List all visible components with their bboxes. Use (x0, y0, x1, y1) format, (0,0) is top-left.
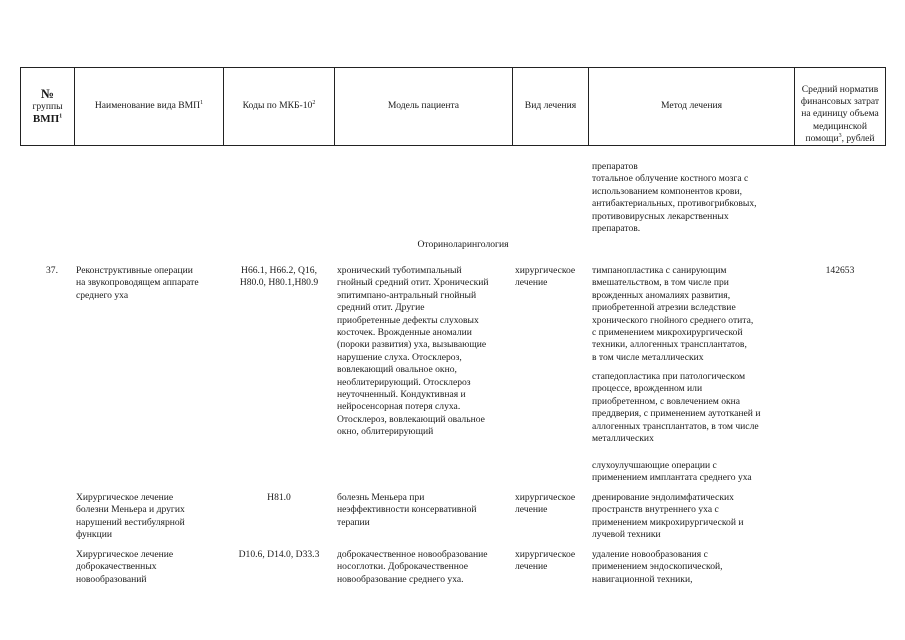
treatment-method: стапедопластика при патологическом процессе, врожденном или приобретенном, с вовлечением окна преддверия, с применением аутотканей и аллогенных трансплантатов, в том числе металлических (592, 371, 761, 445)
treatment-type: хирургическое лечение (515, 549, 576, 573)
header-top-rule (20, 67, 885, 68)
header-icd-codes: Коды по МКБ-$10^2$ (242, 99, 316, 111)
header-vmp-word: ВМП$^1$ (32, 113, 63, 126)
header-patient-model: Модель пациента (387, 100, 460, 111)
treatment-type: хирургическое лечение (515, 492, 576, 516)
patient-model: болезнь Меньера при неэффективности консервативной терапии (337, 492, 477, 528)
header-vmp-name: Наименование вида ВМП$^1$ (94, 99, 204, 111)
icd-codes: D10.6, D14.0, D33.3 (238, 549, 320, 560)
row-number: 37. (46, 265, 58, 276)
treatment-method: дренирование эндолимфатических пространств внутреннего уха с применением микрохирургической и лучевой техники (592, 492, 744, 541)
treatment-type: хирургическое лечение (515, 265, 576, 289)
patient-model: доброкачественное новообразование носоглотки. Доброкачественное новообразование среднего уха. (337, 549, 488, 585)
treatment-method: слухоулучшающие операции с применением имплантата среднего уха (592, 460, 752, 484)
header-bottom-rule (20, 145, 885, 146)
vmp-name: Хирургическое лечение болезни Меньера и других нарушений вестибулярной функции (76, 492, 185, 541)
icd-codes: H81.0 (267, 492, 291, 503)
vmp-name: Хирургическое лечение доброкачественных новообразований (76, 549, 174, 585)
vmp-name: Реконструктивные операции на звукопроводящем аппарате среднего уха (76, 265, 199, 301)
section-title: Оториноларингология (417, 239, 509, 250)
header-number-sign: № (40, 86, 55, 101)
continuation-method-text: препаратов тотальное облучение костного мозга с использованием компонентов крови, антибактериальных, противогрибковых, противовирусных лекарственных препаратов. (592, 161, 757, 235)
treatment-method: тимпанопластика с санирующим вмешательством, в том числе при врожденных аномалиях развития, приобретенной атрезии вследствие хронического гнойного среднего отита, с применением микрохирургической техники, аллогенных трансплантатов, в том числе металлических (592, 265, 754, 363)
header-average-cost: Средний норматив финансовых затрат на единицу объема медицинской помощи$^3$, рублей (800, 84, 880, 144)
header-treatment-type: Вид лечения (524, 100, 577, 111)
header-group-word: группы (32, 101, 63, 112)
treatment-method: удаление новообразования с применением эндоскопической, навигационной техники, (592, 549, 723, 585)
header-separator (885, 67, 886, 146)
header-treatment-method: Метод лечения (660, 100, 723, 111)
header-group-number (21, 87, 74, 125)
average-cost: 142653 (825, 265, 855, 276)
patient-model: хронический туботимпальный гнойный средний отит. Хронический эпитимпано-антральный гнойный средний отит. Другие приобретенные дефекты слуховых косточек. Врожденные аномалии (пороки развития) уха, вызывающие нарушение слуха. Отосклероз, вовлекающий овальное окно, необлитерирующий. Отосклероз неуточненный. Кондуктивная и нейросенсорная потеря слуха. Отосклероз, вовлекающий овальное окно, облитерирующий (337, 265, 489, 438)
icd-codes: H66.1, H66.2, Q16, H80.0, H80.1,H80.9 (239, 265, 319, 289)
